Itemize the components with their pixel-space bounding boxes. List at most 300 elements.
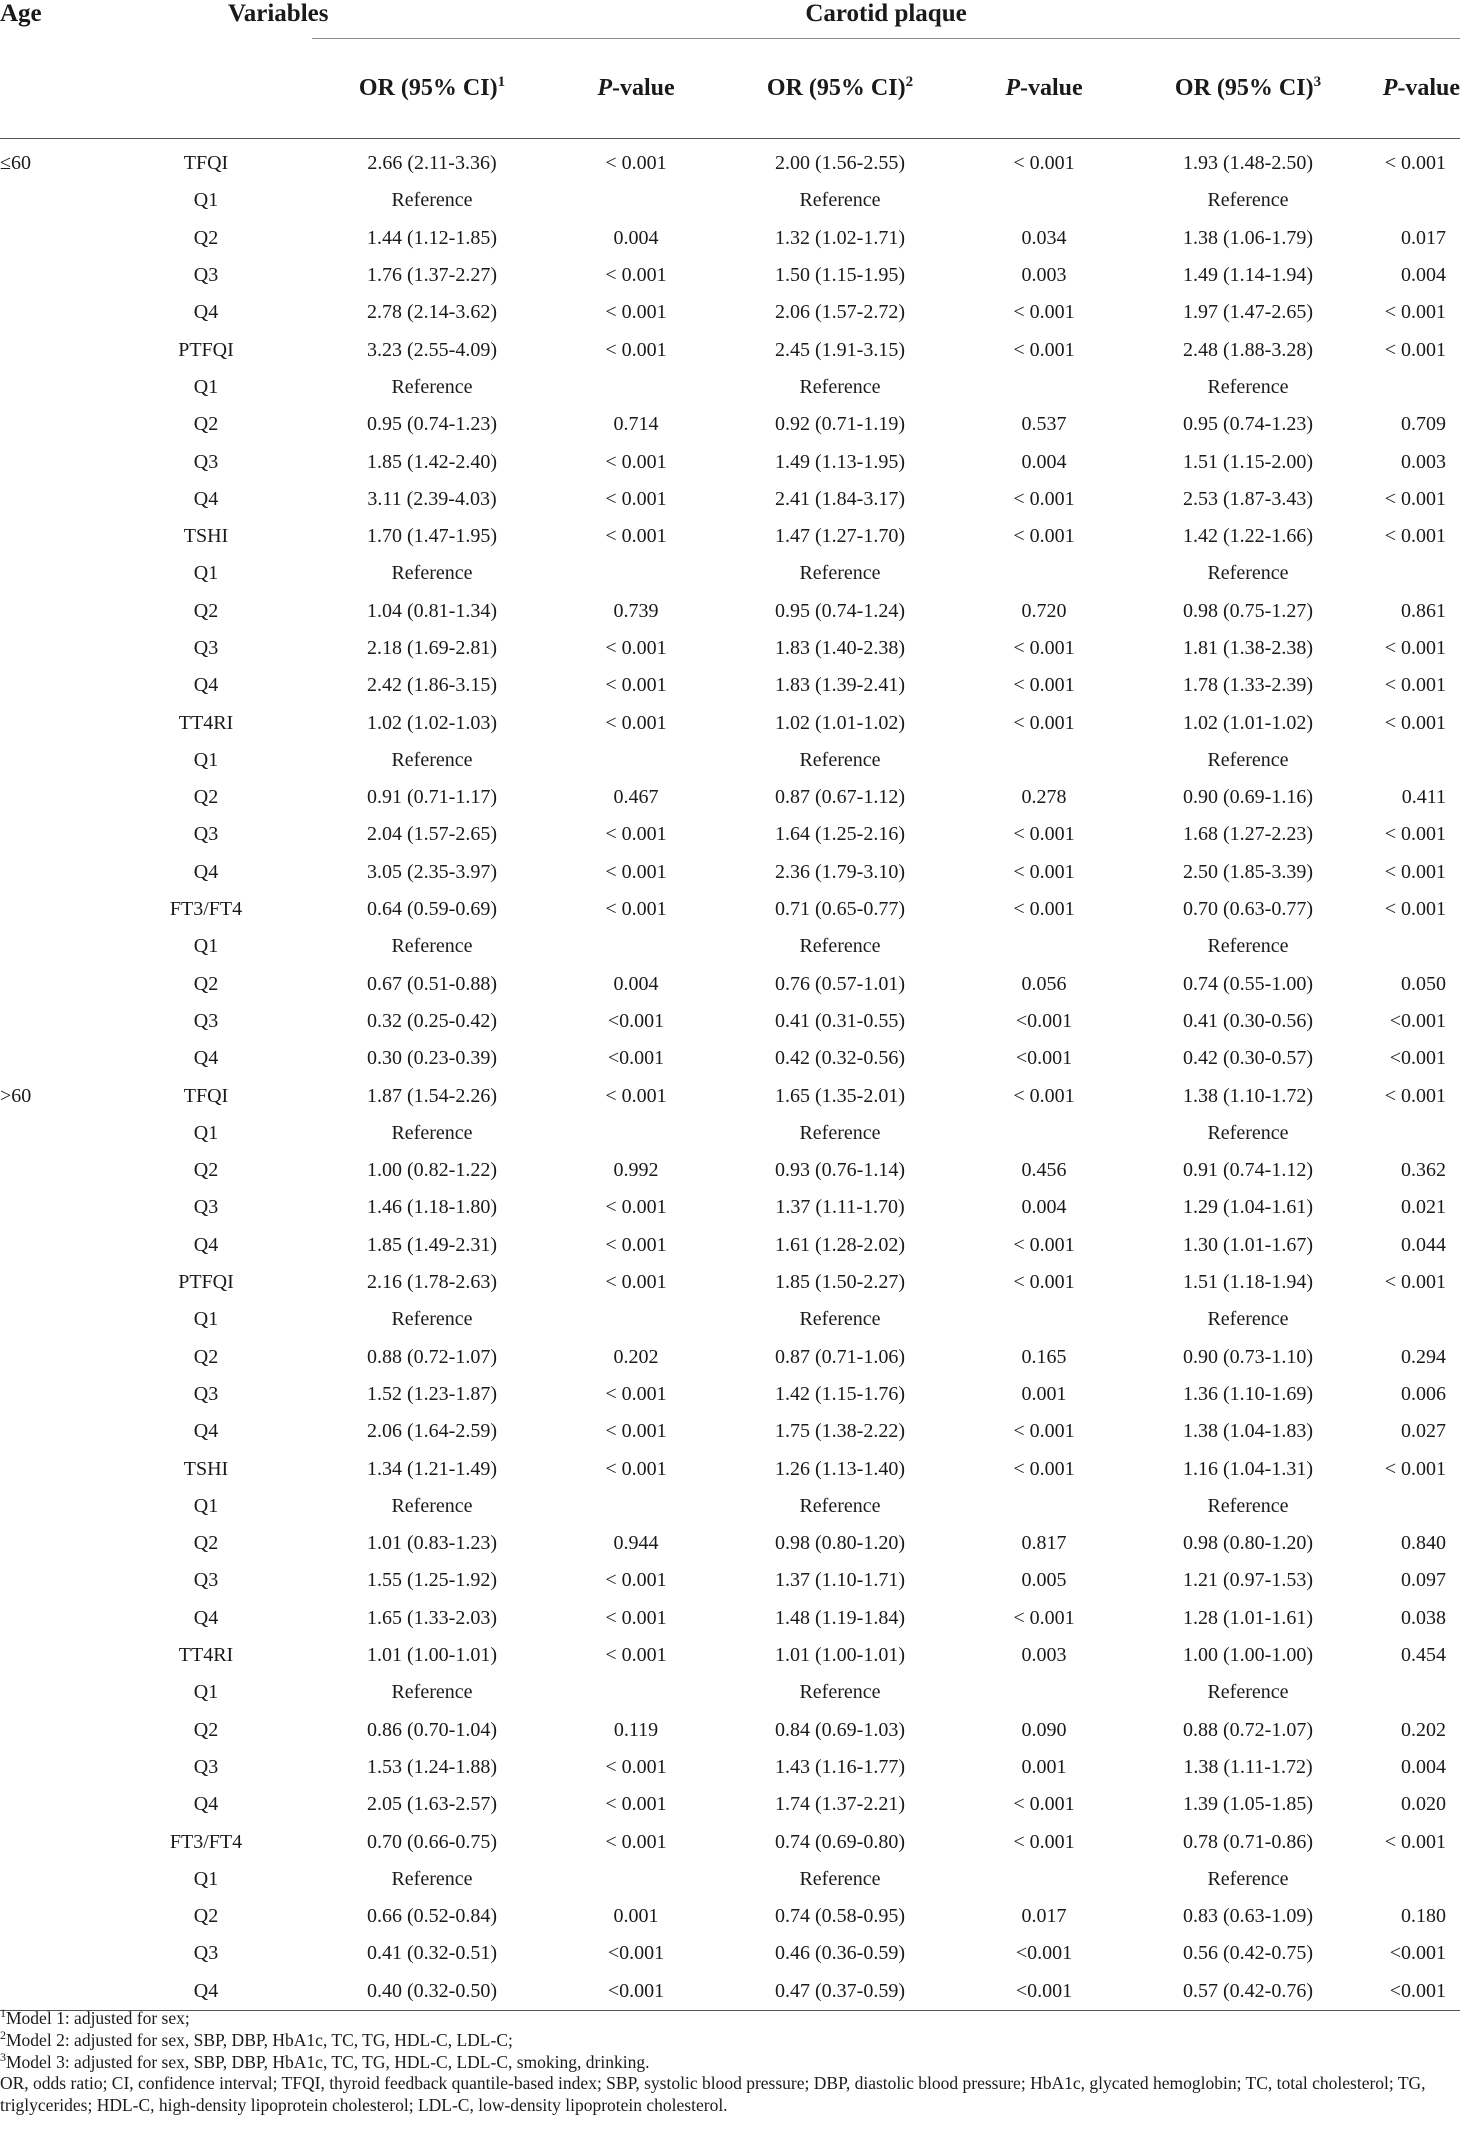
or-model1-cell: 1.01 (0.83-1.23) bbox=[367, 1532, 497, 1555]
pvalue-model1-cell: < 0.001 bbox=[605, 1271, 667, 1294]
pvalue-model2-cell: < 0.001 bbox=[1013, 1233, 1075, 1256]
variable-cell: TSHI bbox=[183, 525, 229, 548]
pvalue-model3-cell bbox=[1368, 1301, 1460, 1338]
or-model3-cell: Reference bbox=[1207, 1494, 1289, 1517]
pvalue-model1-cell: < 0.001 bbox=[605, 450, 667, 473]
pvalue-model3-cell: 0.027 bbox=[1401, 1420, 1447, 1443]
or-model3-cell: Reference bbox=[1207, 189, 1289, 212]
or-model2-cell: 1.48 (1.19-1.84) bbox=[775, 1606, 905, 1629]
or-model3-cell: 1.51 (1.18-1.94) bbox=[1183, 1271, 1313, 1294]
table-row bbox=[0, 966, 1460, 1003]
table-row bbox=[0, 257, 1460, 294]
age-cell bbox=[0, 928, 100, 965]
or-model1-cell: 0.64 (0.59-0.69) bbox=[367, 898, 497, 921]
table-header bbox=[0, 0, 1460, 139]
header-or-model2: OR (95% CI)$^2$ bbox=[766, 74, 914, 101]
table-row bbox=[0, 1935, 1460, 1972]
or-model1-cell: 0.66 (0.52-0.84) bbox=[367, 1905, 497, 1928]
variable-cell: Q3 bbox=[193, 264, 219, 287]
age-cell bbox=[0, 1376, 100, 1413]
table-row bbox=[0, 1189, 1460, 1226]
variable-cell: Q4 bbox=[193, 487, 219, 510]
variable-cell: Q2 bbox=[193, 1159, 219, 1182]
pvalue-model3-cell: 0.021 bbox=[1401, 1196, 1447, 1219]
table-row bbox=[0, 1711, 1460, 1748]
variable-cell: TFQI bbox=[183, 152, 229, 175]
or-model1-cell: 3.05 (2.35-3.97) bbox=[367, 860, 497, 883]
age-cell bbox=[0, 1227, 100, 1264]
or-model2-cell: 1.74 (1.37-2.21) bbox=[775, 1793, 905, 1816]
pvalue-model3-cell: < 0.001 bbox=[1384, 711, 1447, 734]
variable-cell: Q4 bbox=[193, 1606, 219, 1629]
age-cell bbox=[0, 182, 100, 219]
or-model3-cell: 1.97 (1.47-2.65) bbox=[1183, 301, 1313, 324]
pvalue-model1-cell: <0.001 bbox=[607, 1942, 665, 1965]
or-model2-cell: 1.49 (1.13-1.95) bbox=[775, 450, 905, 473]
or-model2-cell: 0.71 (0.65-0.77) bbox=[775, 898, 905, 921]
pvalue-model1-cell: 0.467 bbox=[613, 786, 659, 809]
age-cell bbox=[0, 1003, 100, 1040]
pvalue-model2-cell bbox=[960, 369, 1128, 406]
variable-cell: Q1 bbox=[193, 189, 219, 212]
age-cell bbox=[0, 1339, 100, 1376]
table-row bbox=[0, 294, 1460, 331]
or-model1-cell: Reference bbox=[391, 375, 473, 398]
pvalue-model2-cell: 0.278 bbox=[1021, 786, 1067, 809]
table-row bbox=[0, 1749, 1460, 1786]
age-cell bbox=[0, 1264, 100, 1301]
pvalue-model1-cell: <0.001 bbox=[607, 1979, 665, 2002]
pvalue-model2-cell bbox=[960, 742, 1128, 779]
pvalue-model3-cell: 0.362 bbox=[1401, 1159, 1447, 1182]
pvalue-model2-cell bbox=[960, 928, 1128, 965]
table-row bbox=[0, 182, 1460, 219]
or-model3-cell: 0.90 (0.73-1.10) bbox=[1183, 1345, 1313, 1368]
or-model3-cell: Reference bbox=[1207, 935, 1289, 958]
pvalue-model2-cell: < 0.001 bbox=[1013, 674, 1075, 697]
age-cell bbox=[0, 220, 100, 257]
pvalue-model1-cell: < 0.001 bbox=[605, 1457, 667, 1480]
table-row bbox=[0, 555, 1460, 592]
or-model2-cell: 2.41 (1.84-3.17) bbox=[775, 487, 905, 510]
or-model1-cell: 0.67 (0.51-0.88) bbox=[367, 972, 497, 995]
age-cell bbox=[0, 779, 100, 816]
pvalue-model3-cell bbox=[1368, 555, 1460, 592]
or-model2-cell: 2.45 (1.91-3.15) bbox=[775, 338, 905, 361]
or-model3-cell: Reference bbox=[1207, 1867, 1289, 1890]
pvalue-model1-cell: < 0.001 bbox=[605, 301, 667, 324]
table-row bbox=[0, 1823, 1460, 1860]
pvalue-model3-cell: 0.202 bbox=[1401, 1718, 1447, 1741]
pvalue-model2-cell: < 0.001 bbox=[1013, 301, 1075, 324]
or-model3-cell: 1.21 (0.97-1.53) bbox=[1183, 1569, 1313, 1592]
table-row bbox=[0, 593, 1460, 630]
or-model1-cell: 2.16 (1.78-2.63) bbox=[367, 1271, 497, 1294]
age-cell bbox=[0, 1413, 100, 1450]
pvalue-model3-cell: < 0.001 bbox=[1384, 301, 1447, 324]
or-model1-cell: Reference bbox=[391, 935, 473, 958]
pvalue-model2-cell: < 0.001 bbox=[1013, 711, 1075, 734]
pvalue-model3-cell: <0.001 bbox=[1389, 1979, 1447, 2002]
pvalue-model3-cell: <0.001 bbox=[1389, 1009, 1447, 1032]
or-model3-cell: 1.00 (1.00-1.00) bbox=[1183, 1644, 1313, 1667]
pvalue-model3-cell: < 0.001 bbox=[1384, 525, 1447, 548]
table-row bbox=[0, 1898, 1460, 1935]
or-model1-cell: 2.18 (1.69-2.81) bbox=[367, 637, 497, 659]
pvalue-model2-cell: 0.001 bbox=[1021, 1382, 1067, 1405]
or-model1-cell: 2.78 (2.14-3.62) bbox=[367, 301, 497, 324]
age-cell bbox=[0, 1152, 100, 1189]
pvalue-model2-cell: 0.034 bbox=[1021, 226, 1067, 249]
or-model1-cell: 1.70 (1.47-1.95) bbox=[367, 525, 497, 548]
or-model2-cell: 2.00 (1.56-2.55) bbox=[775, 152, 905, 175]
or-model3-cell: 0.56 (0.42-0.75) bbox=[1183, 1942, 1313, 1965]
pvalue-model1-cell: < 0.001 bbox=[605, 637, 667, 659]
or-model3-cell: 0.78 (0.71-0.86) bbox=[1183, 1830, 1313, 1853]
or-model3-cell: 1.38 (1.06-1.79) bbox=[1183, 226, 1313, 249]
pvalue-model3-cell: 0.294 bbox=[1401, 1345, 1447, 1368]
or-model3-cell: Reference bbox=[1207, 1681, 1289, 1704]
pvalue-model1-cell bbox=[552, 1301, 720, 1338]
or-model3-cell: 1.49 (1.14-1.94) bbox=[1183, 264, 1313, 287]
or-model2-cell: 1.61 (1.28-2.02) bbox=[775, 1233, 905, 1256]
variable-cell: TT4RI bbox=[178, 711, 234, 734]
or-model1-cell: 3.11 (2.39-4.03) bbox=[367, 487, 497, 510]
header-variables: Variables bbox=[228, 0, 329, 27]
pvalue-model2-cell bbox=[960, 1674, 1128, 1711]
pvalue-model2-cell bbox=[960, 1115, 1128, 1152]
table-row bbox=[0, 1301, 1460, 1338]
footnote-model1: $^1$Model 1: adjusted for sex; bbox=[0, 2006, 190, 2028]
variable-cell: TFQI bbox=[183, 1084, 229, 1107]
or-model2-cell: Reference bbox=[799, 1867, 881, 1890]
age-cell bbox=[0, 1898, 100, 1935]
variable-cell: Q4 bbox=[193, 1233, 219, 1256]
variable-cell: Q1 bbox=[193, 935, 219, 958]
variable-cell: Q4 bbox=[193, 1793, 219, 1816]
variable-cell: Q2 bbox=[193, 972, 219, 995]
or-model1-cell: Reference bbox=[391, 1121, 473, 1144]
pvalue-model1-cell bbox=[552, 1861, 720, 1898]
pvalue-model2-cell: < 0.001 bbox=[1013, 823, 1075, 846]
table-row bbox=[0, 1376, 1460, 1413]
pvalue-model3-cell: 0.840 bbox=[1401, 1532, 1447, 1555]
pvalue-model2-cell: <0.001 bbox=[1015, 1942, 1073, 1965]
variable-cell: Q3 bbox=[193, 1382, 219, 1405]
pvalue-model3-cell: < 0.001 bbox=[1384, 1271, 1447, 1294]
or-model2-cell: 0.76 (0.57-1.01) bbox=[775, 972, 905, 995]
pvalue-model1-cell: < 0.001 bbox=[605, 823, 667, 846]
table-row bbox=[0, 443, 1460, 480]
pvalue-model1-cell: 0.004 bbox=[613, 972, 659, 995]
table-row bbox=[0, 667, 1460, 704]
or-model1-cell: 0.40 (0.32-0.50) bbox=[367, 1979, 497, 2002]
table-footnotes bbox=[0, 2008, 1460, 2117]
pvalue-model1-cell: 0.714 bbox=[613, 413, 659, 436]
table-row bbox=[0, 1077, 1460, 1114]
variable-cell: Q4 bbox=[193, 301, 219, 324]
or-model3-cell: Reference bbox=[1207, 1121, 1289, 1144]
age-cell: ≤60 bbox=[0, 152, 31, 175]
pvalue-model3-cell: < 0.001 bbox=[1384, 1830, 1447, 1853]
or-model2-cell: 1.50 (1.15-1.95) bbox=[775, 264, 905, 287]
table-row bbox=[0, 1040, 1460, 1077]
age-cell: >60 bbox=[0, 1084, 32, 1107]
or-model3-cell: 1.36 (1.10-1.69) bbox=[1183, 1382, 1313, 1405]
variable-cell: Q3 bbox=[193, 1755, 219, 1778]
pvalue-model1-cell: < 0.001 bbox=[605, 1830, 667, 1853]
variable-cell: Q2 bbox=[193, 1905, 219, 1928]
table-row bbox=[0, 742, 1460, 779]
age-cell bbox=[0, 1562, 100, 1599]
or-model3-cell: 0.95 (0.74-1.23) bbox=[1183, 413, 1313, 436]
or-model2-cell: 0.42 (0.32-0.56) bbox=[775, 1047, 905, 1070]
age-cell bbox=[0, 257, 100, 294]
pvalue-model1-cell: < 0.001 bbox=[605, 1233, 667, 1256]
or-model2-cell: 0.87 (0.67-1.12) bbox=[775, 786, 905, 809]
pvalue-model2-cell: < 0.001 bbox=[1013, 1457, 1075, 1480]
pvalue-model1-cell bbox=[552, 1115, 720, 1152]
or-model3-cell: 0.98 (0.75-1.27) bbox=[1183, 599, 1313, 622]
age-cell bbox=[0, 443, 100, 480]
header-or-model1: OR (95% CI)$^1$ bbox=[358, 74, 506, 101]
pvalue-model1-cell: 0.001 bbox=[613, 1905, 659, 1928]
pvalue-model2-cell bbox=[960, 555, 1128, 592]
variable-cell: Q1 bbox=[193, 1681, 219, 1704]
or-model2-cell: 1.42 (1.15-1.76) bbox=[775, 1382, 905, 1405]
pvalue-model3-cell: < 0.001 bbox=[1384, 674, 1447, 697]
variable-cell: Q2 bbox=[193, 1718, 219, 1741]
pvalue-model2-cell: 0.817 bbox=[1021, 1532, 1067, 1555]
variable-cell: Q3 bbox=[193, 823, 219, 846]
pvalue-model1-cell: < 0.001 bbox=[605, 1793, 667, 1816]
or-model2-cell: 0.46 (0.36-0.59) bbox=[775, 1942, 905, 1965]
or-model3-cell: 1.02 (1.01-1.02) bbox=[1183, 711, 1313, 734]
age-cell bbox=[0, 1861, 100, 1898]
age-cell bbox=[0, 1189, 100, 1226]
pvalue-model2-cell: 0.005 bbox=[1021, 1569, 1067, 1592]
table-row bbox=[0, 139, 1460, 183]
table-row bbox=[0, 1525, 1460, 1562]
pvalue-model3-cell: < 0.001 bbox=[1384, 823, 1447, 846]
table-row bbox=[0, 1450, 1460, 1487]
table-row bbox=[0, 779, 1460, 816]
pvalue-model2-cell: < 0.001 bbox=[1013, 1271, 1075, 1294]
or-model3-cell: 1.39 (1.05-1.85) bbox=[1183, 1793, 1313, 1816]
pvalue-model3-cell: < 0.001 bbox=[1384, 1457, 1447, 1480]
or-model2-cell: Reference bbox=[799, 562, 881, 585]
variable-cell: Q1 bbox=[193, 1308, 219, 1331]
or-model2-cell: 1.43 (1.16-1.77) bbox=[775, 1755, 905, 1778]
or-model2-cell: 1.83 (1.40-2.38) bbox=[775, 637, 905, 659]
or-model1-cell: Reference bbox=[391, 748, 473, 771]
age-cell bbox=[0, 481, 100, 518]
age-cell bbox=[0, 966, 100, 1003]
or-model1-cell: 1.53 (1.24-1.88) bbox=[367, 1755, 497, 1778]
pvalue-model2-cell: < 0.001 bbox=[1013, 1084, 1075, 1107]
age-cell bbox=[0, 816, 100, 853]
variable-cell: Q3 bbox=[193, 1942, 219, 1965]
or-model1-cell: 1.87 (1.54-2.26) bbox=[367, 1084, 497, 1107]
or-model2-cell: Reference bbox=[799, 1494, 881, 1517]
variable-cell: Q4 bbox=[193, 1420, 219, 1443]
or-model3-cell: Reference bbox=[1207, 375, 1289, 398]
or-model1-cell: 2.06 (1.64-2.59) bbox=[367, 1420, 497, 1443]
or-model1-cell: 0.88 (0.72-1.07) bbox=[367, 1345, 497, 1368]
pvalue-model2-cell: < 0.001 bbox=[1013, 338, 1075, 361]
or-model3-cell: 2.50 (1.85-3.39) bbox=[1183, 860, 1313, 883]
pvalue-model2-cell: < 0.001 bbox=[1013, 152, 1075, 175]
pvalue-model2-cell: 0.003 bbox=[1021, 1644, 1067, 1667]
table-row bbox=[0, 1003, 1460, 1040]
or-model2-cell: 1.32 (1.02-1.71) bbox=[775, 226, 905, 249]
or-model2-cell: 1.26 (1.13-1.40) bbox=[775, 1457, 905, 1480]
variable-cell: Q2 bbox=[193, 1345, 219, 1368]
header-or-model3: OR (95% CI)$^3$ bbox=[1174, 74, 1322, 101]
pvalue-model1-cell bbox=[552, 369, 720, 406]
pvalue-model2-cell: < 0.001 bbox=[1013, 525, 1075, 548]
age-cell bbox=[0, 369, 100, 406]
variable-cell: Q4 bbox=[193, 1979, 219, 2002]
pvalue-model3-cell: < 0.001 bbox=[1384, 338, 1447, 361]
or-model2-cell: 1.37 (1.10-1.71) bbox=[775, 1569, 905, 1592]
or-model1-cell: 1.85 (1.42-2.40) bbox=[367, 450, 497, 473]
table-row bbox=[0, 1488, 1460, 1525]
variable-cell: TSHI bbox=[183, 1457, 229, 1480]
pvalue-model2-cell: 0.004 bbox=[1021, 450, 1067, 473]
pvalue-model3-cell bbox=[1368, 928, 1460, 965]
or-model3-cell: 0.57 (0.42-0.76) bbox=[1183, 1979, 1313, 2002]
or-model1-cell: 0.41 (0.32-0.51) bbox=[367, 1942, 497, 1965]
pvalue-model1-cell: 0.202 bbox=[613, 1345, 659, 1368]
pvalue-model1-cell: < 0.001 bbox=[605, 898, 667, 921]
or-model1-cell: Reference bbox=[391, 1494, 473, 1517]
pvalue-model2-cell: 0.165 bbox=[1021, 1345, 1067, 1368]
pvalue-model3-cell: 0.454 bbox=[1401, 1644, 1447, 1667]
age-cell bbox=[0, 1749, 100, 1786]
variable-cell: Q1 bbox=[193, 375, 219, 398]
age-cell bbox=[0, 1711, 100, 1748]
or-model3-cell: Reference bbox=[1207, 562, 1289, 585]
or-model1-cell: 1.04 (0.81-1.34) bbox=[367, 599, 497, 622]
pvalue-model3-cell bbox=[1368, 182, 1460, 219]
variable-cell: PTFQI bbox=[178, 1271, 234, 1294]
pvalue-model3-cell: 0.861 bbox=[1401, 599, 1447, 622]
pvalue-model1-cell: 0.119 bbox=[613, 1718, 659, 1741]
or-model3-cell: 1.29 (1.04-1.61) bbox=[1183, 1196, 1313, 1219]
table-row bbox=[0, 1264, 1460, 1301]
footnote-abbreviations: OR, odds ratio; CI, confidence interval; TFQI, thyroid feedback quantile-based index; SBP, systolic blood pressure; DBP, diastolic blood pressure; HbA1c, glycated hemoglobin; TC, total cholesterol; TG, triglycerides; HDL-C, high-density lipoprotein cholesterol; LDL-C, low-density lipoprotein cholesterol. bbox=[0, 2073, 1426, 2116]
pvalue-model2-cell: 0.056 bbox=[1021, 972, 1067, 995]
pvalue-model2-cell: < 0.001 bbox=[1013, 860, 1075, 883]
pvalue-model2-cell: < 0.001 bbox=[1013, 637, 1075, 659]
pvalue-model3-cell bbox=[1368, 1861, 1460, 1898]
header-pvalue-model3: P-value bbox=[1382, 75, 1460, 101]
table-row bbox=[0, 1674, 1460, 1711]
or-model3-cell: 0.41 (0.30-0.56) bbox=[1183, 1009, 1313, 1032]
or-model3-cell: 1.78 (1.33-2.39) bbox=[1183, 674, 1313, 697]
age-cell bbox=[0, 854, 100, 891]
table-row bbox=[0, 1152, 1460, 1189]
or-model3-cell: 1.51 (1.15-2.00) bbox=[1183, 450, 1313, 473]
or-model3-cell: 1.81 (1.38-2.38) bbox=[1183, 637, 1313, 659]
header-carotid-plaque: Carotid plaque bbox=[312, 0, 1460, 39]
pvalue-model2-cell: 0.004 bbox=[1021, 1196, 1067, 1219]
pvalue-model3-cell bbox=[1368, 1488, 1460, 1525]
pvalue-model2-cell: 0.017 bbox=[1021, 1905, 1067, 1928]
or-model3-cell: 1.38 (1.11-1.72) bbox=[1183, 1755, 1313, 1778]
pvalue-model3-cell: <0.001 bbox=[1389, 1942, 1447, 1965]
age-cell bbox=[0, 667, 100, 704]
pvalue-model3-cell: 0.017 bbox=[1401, 226, 1447, 249]
pvalue-model1-cell: < 0.001 bbox=[605, 1196, 667, 1219]
or-model2-cell: 1.65 (1.35-2.01) bbox=[775, 1084, 905, 1107]
pvalue-model1-cell: < 0.001 bbox=[605, 1569, 667, 1592]
pvalue-model1-cell bbox=[552, 742, 720, 779]
variable-cell: Q3 bbox=[193, 1196, 219, 1219]
table-body bbox=[0, 139, 1460, 2011]
or-model2-cell: Reference bbox=[799, 375, 881, 398]
or-model2-cell: 1.01 (1.00-1.01) bbox=[775, 1644, 905, 1667]
pvalue-model2-cell: 0.003 bbox=[1021, 264, 1067, 287]
or-model1-cell: 1.34 (1.21-1.49) bbox=[367, 1457, 497, 1480]
age-cell bbox=[0, 630, 100, 667]
variable-cell: Q2 bbox=[193, 599, 219, 622]
or-model3-cell: 0.88 (0.72-1.07) bbox=[1183, 1718, 1313, 1741]
pvalue-model1-cell: < 0.001 bbox=[605, 338, 667, 361]
or-model1-cell: 0.91 (0.71-1.17) bbox=[367, 786, 497, 809]
pvalue-model1-cell bbox=[552, 555, 720, 592]
pvalue-model2-cell: < 0.001 bbox=[1013, 1830, 1075, 1853]
age-cell bbox=[0, 1637, 100, 1674]
pvalue-model1-cell: < 0.001 bbox=[605, 674, 667, 697]
variable-cell: PTFQI bbox=[178, 338, 234, 361]
or-model1-cell: 2.04 (1.57-2.65) bbox=[367, 823, 497, 846]
header-pvalue-model2: P-value bbox=[1005, 75, 1083, 101]
pvalue-model3-cell: < 0.001 bbox=[1384, 152, 1447, 175]
pvalue-model3-cell: 0.006 bbox=[1401, 1382, 1447, 1405]
pvalue-model3-cell: 0.180 bbox=[1401, 1905, 1447, 1928]
or-model3-cell: Reference bbox=[1207, 1308, 1289, 1331]
age-cell bbox=[0, 1674, 100, 1711]
pvalue-model1-cell: < 0.001 bbox=[605, 487, 667, 510]
or-model3-cell: 0.74 (0.55-1.00) bbox=[1183, 972, 1313, 995]
table-row bbox=[0, 854, 1460, 891]
or-model1-cell: 1.00 (0.82-1.22) bbox=[367, 1159, 497, 1182]
table-row bbox=[0, 1600, 1460, 1637]
pvalue-model1-cell bbox=[552, 1674, 720, 1711]
variable-cell: Q1 bbox=[193, 748, 219, 771]
or-model1-cell: 1.85 (1.49-2.31) bbox=[367, 1233, 497, 1256]
variable-cell: Q3 bbox=[193, 450, 219, 473]
or-model2-cell: Reference bbox=[799, 748, 881, 771]
table-row bbox=[0, 1637, 1460, 1674]
pvalue-model1-cell: < 0.001 bbox=[605, 525, 667, 548]
pvalue-model1-cell: <0.001 bbox=[607, 1047, 665, 1070]
or-model1-cell: 0.30 (0.23-0.39) bbox=[367, 1047, 497, 1070]
age-cell bbox=[0, 1786, 100, 1823]
pvalue-model3-cell: 0.020 bbox=[1401, 1793, 1447, 1816]
or-model2-cell: 0.92 (0.71-1.19) bbox=[775, 413, 905, 436]
or-model1-cell: 2.66 (2.11-3.36) bbox=[367, 152, 497, 175]
pvalue-model3-cell: <0.001 bbox=[1389, 1047, 1447, 1070]
pvalue-model3-cell: 0.044 bbox=[1401, 1233, 1447, 1256]
pvalue-model2-cell bbox=[960, 1488, 1128, 1525]
variable-cell: FT3/FT4 bbox=[169, 898, 243, 921]
or-model2-cell: Reference bbox=[799, 1121, 881, 1144]
pvalue-model2-cell: < 0.001 bbox=[1013, 1793, 1075, 1816]
or-model3-cell: 0.98 (0.80-1.20) bbox=[1183, 1532, 1313, 1555]
